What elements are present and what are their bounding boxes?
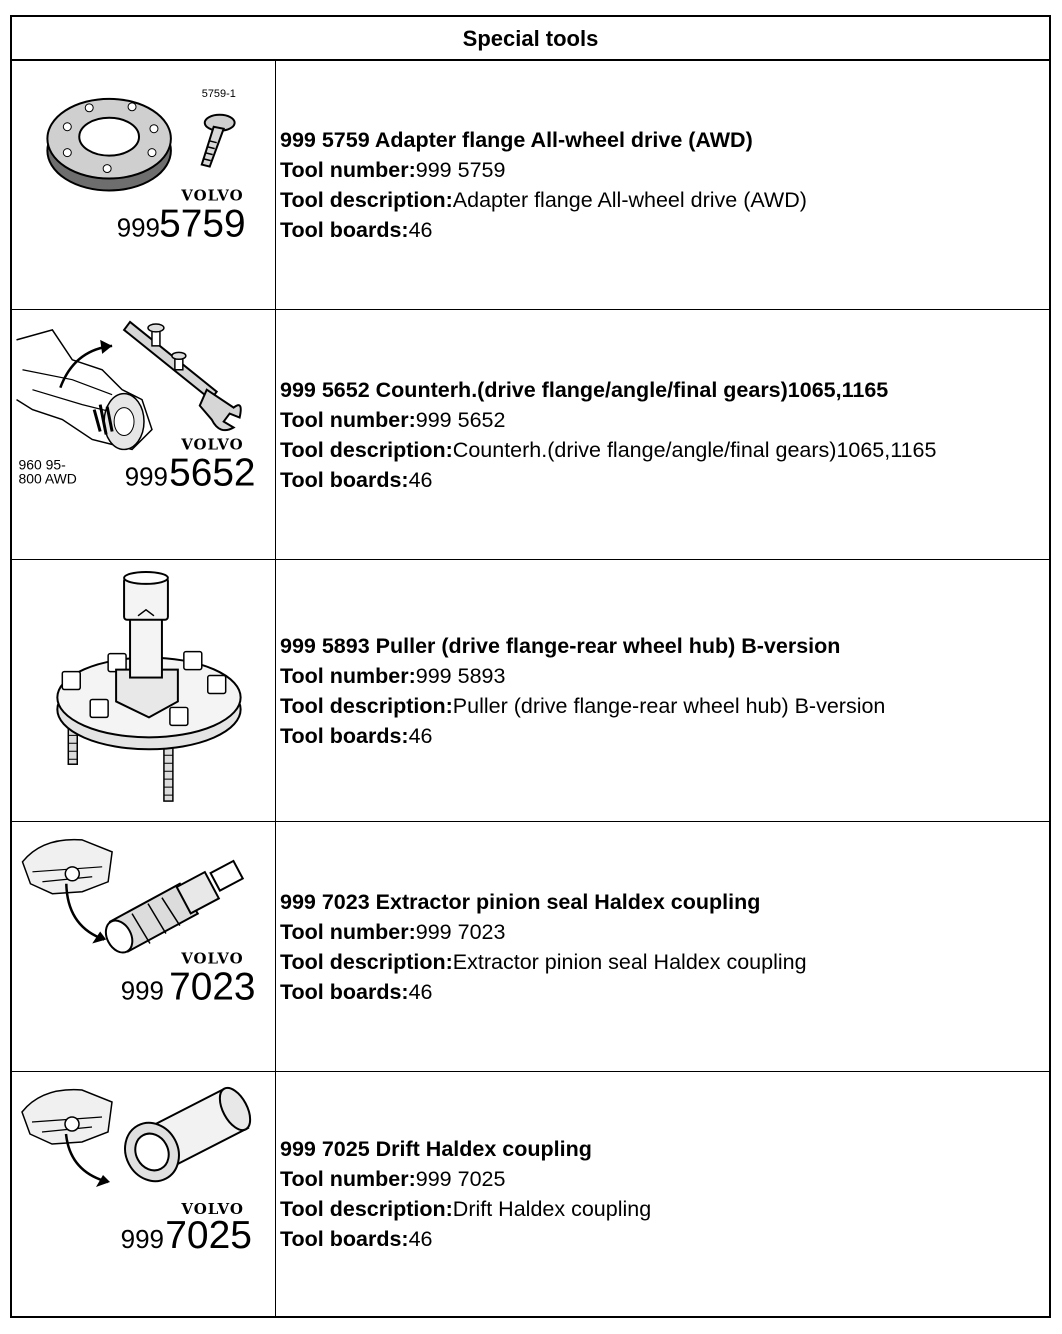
tool-code-prefix: 999 [120, 1224, 164, 1254]
tool-illustration [12, 822, 276, 1071]
tool-number: 999 7025 [415, 1167, 506, 1191]
tool-description-label: Tool description: [280, 188, 453, 212]
tool-boards: 46 [408, 218, 433, 242]
table-title: Special tools [12, 17, 1049, 61]
tool-heading: 999 5652 Counterh.(drive flange/angle/final gears)1065,1165 [280, 377, 889, 402]
model-note: 960 95- [18, 456, 66, 473]
tool-description: Drift Haldex coupling [452, 1197, 652, 1221]
tool-illustration [12, 310, 276, 559]
tool-boards: 46 [408, 979, 433, 1004]
tool-boards: 46 [408, 723, 433, 748]
tool-info [280, 375, 1045, 495]
tool-code: 5759 [159, 202, 246, 246]
tool-boards-label: Tool boards: [280, 1227, 409, 1251]
tool-row [12, 1072, 1049, 1316]
tool-number-label: Tool number: [280, 407, 416, 432]
tool-boards-label: Tool boards: [280, 979, 409, 1004]
tool-boards: 46 [408, 467, 433, 492]
brand-label: VOLVO [181, 186, 244, 205]
tool-illustration [12, 1072, 276, 1316]
counterhold-drawing [12, 310, 275, 559]
tool-heading: 999 5759 Adapter flange All-wheel drive (AWD) [280, 128, 753, 152]
tool-boards-label: Tool boards: [280, 723, 409, 748]
puller-drawing [12, 560, 275, 821]
tool-code: 7023 [169, 965, 256, 1009]
tool-description-label: Tool description: [280, 1197, 453, 1221]
special-tools-table [10, 15, 1051, 1318]
tool-code-prefix: 999 [116, 214, 160, 243]
tool-heading: 999 7025 Drift Haldex coupling [280, 1137, 592, 1161]
tool-heading: 999 7023 Extractor pinion seal Haldex coupling [280, 889, 761, 914]
part-tag: 5759-1 [201, 87, 236, 100]
adapter-flange-drawing [12, 61, 275, 309]
tool-row [12, 822, 1049, 1072]
drift-drawing [12, 1072, 275, 1316]
tool-number: 999 5893 [415, 663, 506, 688]
brand-label: VOLVO [181, 435, 244, 454]
tool-number-label: Tool number: [280, 158, 416, 182]
tool-description-label: Tool description: [280, 437, 453, 462]
tool-code-prefix: 999 [124, 463, 168, 492]
tool-number: 999 5652 [415, 407, 506, 432]
tool-number: 999 7023 [415, 919, 506, 944]
tool-info [280, 631, 1045, 751]
tool-row [12, 560, 1049, 822]
tool-info [280, 887, 1045, 1007]
tool-description-label: Tool description: [280, 693, 453, 718]
tool-code: 7025 [165, 1214, 252, 1257]
tool-description: Adapter flange All-wheel drive (AWD) [452, 188, 807, 212]
tool-boards: 46 [408, 1227, 433, 1251]
tool-description: Counterh.(drive flange/angle/final gears)1065,1165 [452, 437, 937, 462]
tool-boards-label: Tool boards: [280, 218, 409, 242]
tool-heading: 999 5893 Puller (drive flange-rear wheel hub) B-version [280, 633, 841, 658]
tool-number-label: Tool number: [280, 919, 416, 944]
tool-code: 5652 [169, 451, 256, 495]
tool-code-prefix: 999 [120, 977, 164, 1006]
tool-number-label: Tool number: [280, 663, 416, 688]
model-note: 800 AWD [18, 470, 77, 487]
tool-info [280, 1134, 1045, 1254]
tool-illustration [12, 560, 276, 821]
tool-illustration [12, 61, 276, 309]
brand-label: VOLVO [181, 1200, 244, 1218]
tool-description: Extractor pinion seal Haldex coupling [452, 949, 807, 974]
tool-description-label: Tool description: [280, 949, 453, 974]
tool-row [12, 310, 1049, 560]
brand-label: VOLVO [181, 949, 244, 968]
tool-info [280, 125, 1045, 245]
tool-boards-label: Tool boards: [280, 467, 409, 492]
tool-number: 999 5759 [415, 158, 506, 182]
tool-description: Puller (drive flange-rear wheel hub) B-version [452, 693, 886, 718]
tool-row [12, 61, 1049, 310]
extractor-drawing [12, 822, 275, 1071]
tool-number-label: Tool number: [280, 1167, 416, 1191]
